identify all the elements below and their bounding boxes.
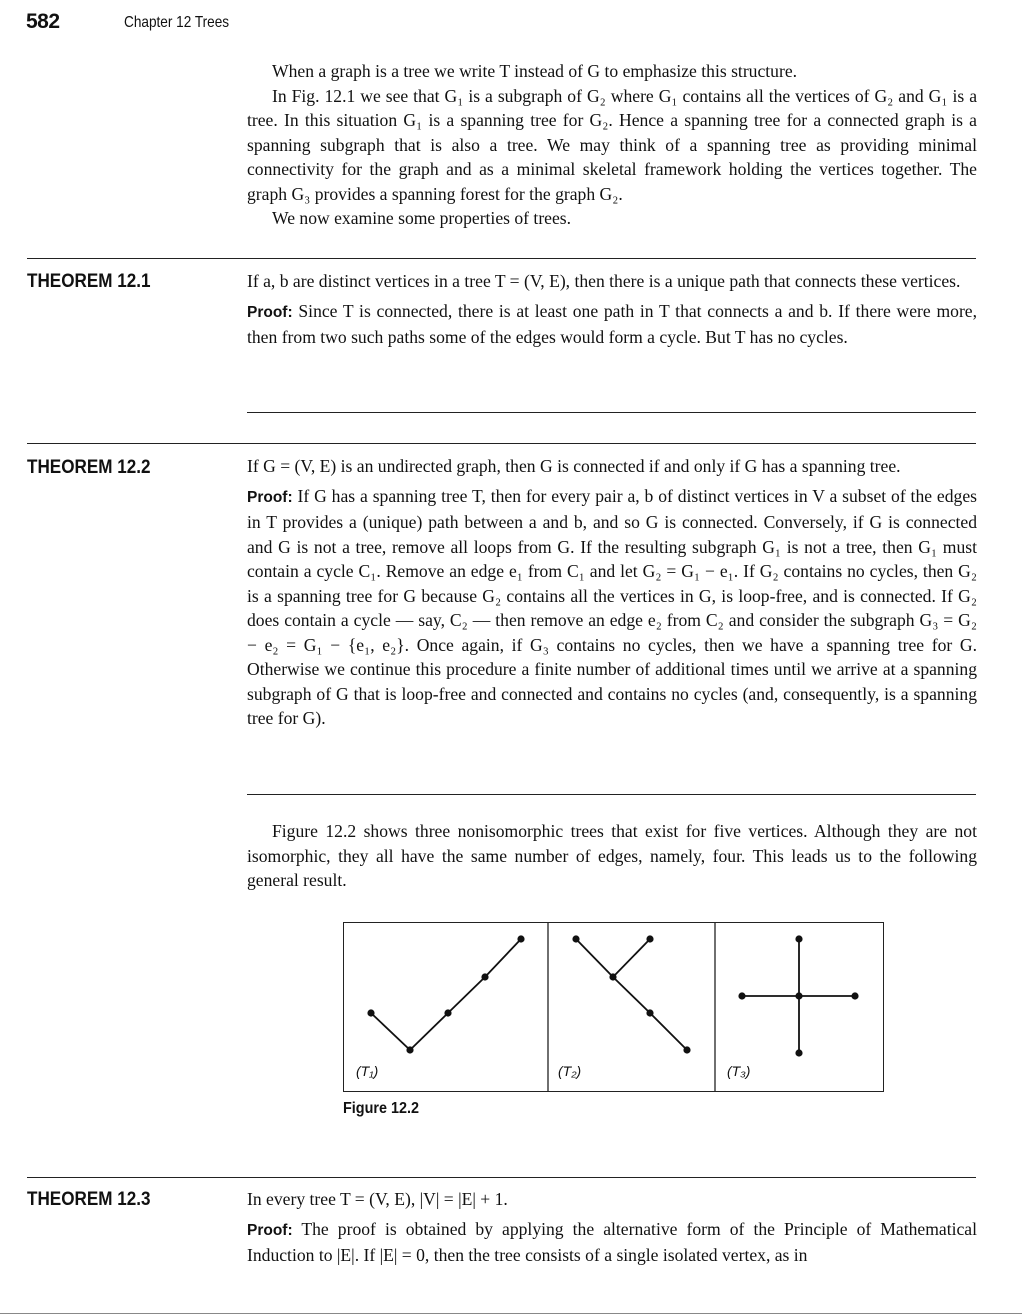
- theorem-12-1-proof: [247, 299, 977, 350]
- edge: [613, 939, 650, 977]
- vertex: [795, 992, 802, 999]
- panel-label-t1: (T₁): [356, 1063, 379, 1079]
- tree-t1-edges: [371, 939, 521, 1050]
- theorem-12-1-statement: If a, b are distinct vertices in a tree T = (V, E), then there is a unique path that connects these vertices.: [247, 271, 961, 291]
- theorem-rule-bottom: [247, 794, 976, 795]
- vertex: [646, 935, 653, 942]
- intro-section: [247, 59, 977, 231]
- proof-text: Since T is connected, there is at least one path in T that connects a and b. If there were more, then from two such paths some of the edges would form a cycle. But T has no cycles.: [247, 300, 978, 347]
- page-number: 582: [26, 10, 60, 33]
- vertex: [444, 1009, 451, 1016]
- vertex: [481, 973, 488, 980]
- proof-label: Proof:: [247, 488, 293, 506]
- running-head: Chapter 12 Trees: [124, 14, 230, 31]
- theorem-12-3-body: [247, 1187, 977, 1268]
- theorem-12-1-body: [247, 269, 977, 350]
- vertex: [738, 992, 745, 999]
- trees-drawing: [344, 923, 883, 1091]
- theorem-rule-bottom: [247, 412, 976, 413]
- proof-label: Proof:: [247, 303, 293, 321]
- edge: [650, 1013, 687, 1050]
- theorem-rule-top: [27, 1177, 976, 1178]
- vertex: [646, 1009, 653, 1016]
- vertex: [683, 1046, 690, 1053]
- tree-t2: [572, 935, 690, 1053]
- vertex: [367, 1009, 374, 1016]
- theorem-12-3-label: THEOREM 12.3: [27, 1189, 151, 1210]
- vertex: [406, 1046, 413, 1053]
- theorem-12-2-body: [247, 454, 977, 731]
- vertex: [609, 973, 616, 980]
- figure-intro-paragraph: Figure 12.2 shows three nonisomorphic trees that exist for five vertices. Although they are not isomorphic, they all have the same number of edges, namely, four. This leads us to the following general result.: [247, 821, 977, 890]
- tree-t1: [367, 935, 524, 1053]
- page-edge: [0, 1313, 1022, 1314]
- figure-12-2: [343, 922, 884, 1092]
- panel-label-t3: (T₃): [727, 1063, 751, 1079]
- figure-caption: Figure 12.2: [343, 1100, 420, 1117]
- vertex: [517, 935, 524, 942]
- vertex: [795, 935, 802, 942]
- theorem-12-2-label: THEOREM 12.2: [27, 457, 151, 478]
- proof-label: Proof:: [247, 1221, 293, 1239]
- intro-paragraph-2: In Fig. 12.1 we see that G₁ is a subgraph of G₂ where G₁ contains all the vertices of G₂ and G₁ is a tree. In this situation G₁ is a spanning tree for G₂. Hence a spanning tree for a connected graph is a spanning subgraph that is also a tree. We may think of a spanning tree as providing minimal connectivity for the graph and as a minimal skeletal framework holding the vertices together. The graph G₃ provides a spanning forest for the graph G₂.: [247, 85, 977, 204]
- vertex: [851, 992, 858, 999]
- theorem-12-2-statement: If G = (V, E) is an undirected graph, then G is connected if and only if G has a spanning tree.: [247, 456, 901, 476]
- intro-paragraph-1: When a graph is a tree we write T instead of G to emphasize this structure.: [272, 61, 798, 81]
- panel-label-t2: (T₂): [558, 1063, 582, 1079]
- theorem-12-3-statement: In every tree T = (V, E), |V| = |E| + 1.: [247, 1189, 508, 1209]
- vertex: [572, 935, 579, 942]
- theorem-12-1-label: THEOREM 12.1: [27, 271, 151, 292]
- intro-paragraph-3: We now examine some properties of trees.: [272, 208, 572, 228]
- tree-t3: [738, 935, 858, 1056]
- theorem-12-3-proof: [247, 1217, 977, 1268]
- proof-text: If G has a spanning tree T, then for every pair a, b of distinct vertices in V a subset of the edges in T provides a (unique) path between a and b, and so G is connected. Conversely, if G is connected and G is not a tree, remove all loops from G. If the resulting subgraph G₁ is not a tree, then G₁ must contain a cycle C₁. Remove an edge e₁ from C₁ and let G₂ = G₁ − e₁. If G₂ contains no cycles, then G₂ is a spanning tree for G because G₂ contains all the vertices in G, is loop-free, and is connected. If G₂ does contain a cycle — say, C₂ — then remove an edge e₂ from C₂ and consider the subgraph G₃ = G₂ − e₂ = G₁ − {e₁, e₂}. Once again, if G₃ contains no cycles, then we have a spanning tree for G. Otherwise we continue this procedure a finite number of additional times until we arrive at a spanning subgraph of G that is loop-free and connected and contains no cycles (and, consequently, is a spanning tree for G).: [247, 485, 977, 728]
- theorem-12-2-proof: [247, 484, 977, 731]
- edge: [576, 939, 613, 977]
- theorem-rule-top: [27, 443, 976, 444]
- vertex: [795, 1049, 802, 1056]
- figure-intro: [247, 819, 977, 893]
- theorem-rule-top: [27, 258, 976, 259]
- proof-text: The proof is obtained by applying the alternative form of the Principle of Mathematical Induction to |E|. If |E| = 0, then the tree consists of a single isolated vertex, as in: [247, 1218, 977, 1265]
- edge: [613, 977, 650, 1013]
